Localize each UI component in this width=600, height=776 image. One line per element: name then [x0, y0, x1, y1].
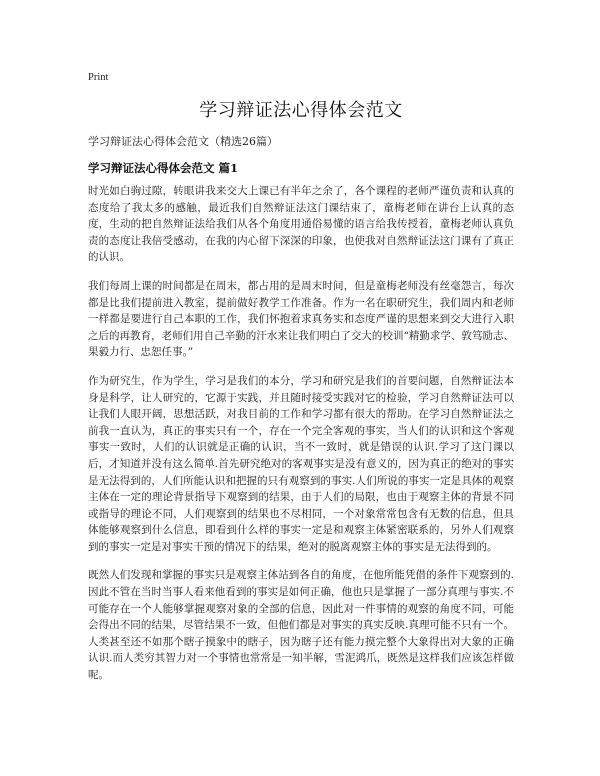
- print-label[interactable]: Print: [88, 72, 109, 83]
- paragraph-4: 既然人们发现和掌握的事实只是观察主体站到各自的角度，在他所能凭借的条件下观察到的.因此不管在当时当事人看来他看到的事实是如何正确，他也只是掌握了一部分真理与事实.不可能存在一个人能够掌握观察对象的全部的信息，因此对一件事情的观察的角度不同，可能会得出不同的结果，尽管结果不一致，但他们都是对事实的真实反映.真理可能不只有一个。人类甚至还不如那个瞎子摸象中的瞎子，因为瞎子还有能力摸完整个大象得出对大象的正确认识.而人类穷其智力对一个事情也常常是一知半解，雪泥鸿爪，既然是这样我们应该怎样做呢。: [88, 569, 514, 682]
- section-heading: 学习辩证法心得体会范文 篇1: [88, 161, 239, 175]
- paragraph-2: 我们每周上课的时间都是在周末，都占用的是周末时间，但是童梅老师没有丝毫怨言，每次都是比我们提前进入教室，提前做好教学工作准备。作为一名在职研究生，我们周内和老师一样都是要进行自己本职的工作，我们怀抱着求真务实和态度严谨的思想来到交大进行入职之后的再教育，老师们用自己辛勤的汗水来让我们明白了交大的校训“精勤求学、敦笃励志、果毅力行、忠恕任事。”: [88, 279, 514, 359]
- document-title: 学习辩证法心得体会范文: [199, 100, 403, 121]
- document-body: [88, 183, 514, 696]
- paragraph-1: 时光如白驹过隙，转眼讲我来交大上课已有半年之余了，各个课程的老师严谨负责和认真的态度给了我太多的感触，最近我们自然辩证法这门课结束了，童梅老师在讲台上认真的态度，生动的把自然辩证法给我们从各个角度用通俗易懂的语言给我传授着，童梅老师认真负责的态度让我倍受感动，在我的内心留下深深的印象，也使我对自然辩证法这门课有了真正的认识。: [88, 185, 514, 264]
- paragraph-3: 作为研究生，作为学生，学习是我们的本分，学习和研究是我们的首要问题，自然辩证法本身是科学，让人研究的，它源于实践，并且随时接受实践对它的检验，学习自然辩证法可以让我们人眼开阔，思想活跃，对我目前的工作和学习都有很大的帮助。在学习自然辩证法之前我一直认为，真正的事实只有一个，存在一个完全客观的事实，当人们的认识和这个客观事实一致时，人们的认识就是正确的认识，当不一致时，就是错误的认识.学习了这门课以后，才知道并没有这么简单.首先研究绝对的客观事实是没有意义的，因为真正的绝对的事实是无法得到的，人们所能认识和把握的只有观察到的事实.人们所说的事实一定是具体的观察主体在一定的理论背景指导下观察到的结果，由于人们的局限，也由于观察主体的背景不同或指导的理论不同，人们观察到的结果也不尽相同，一个对象常常包含有无数的信息，但具体能够观察到什么信息，即看到什么样的事实一定是和观察主体紧密联系的，另外人们观察到的事实一定是对事实干预的情况下的结果，绝对的脱离观察主体的事实是无法得到的。: [88, 374, 514, 553]
- document-subtitle: 学习辩证法心得体会范文（精选26篇）: [88, 135, 278, 148]
